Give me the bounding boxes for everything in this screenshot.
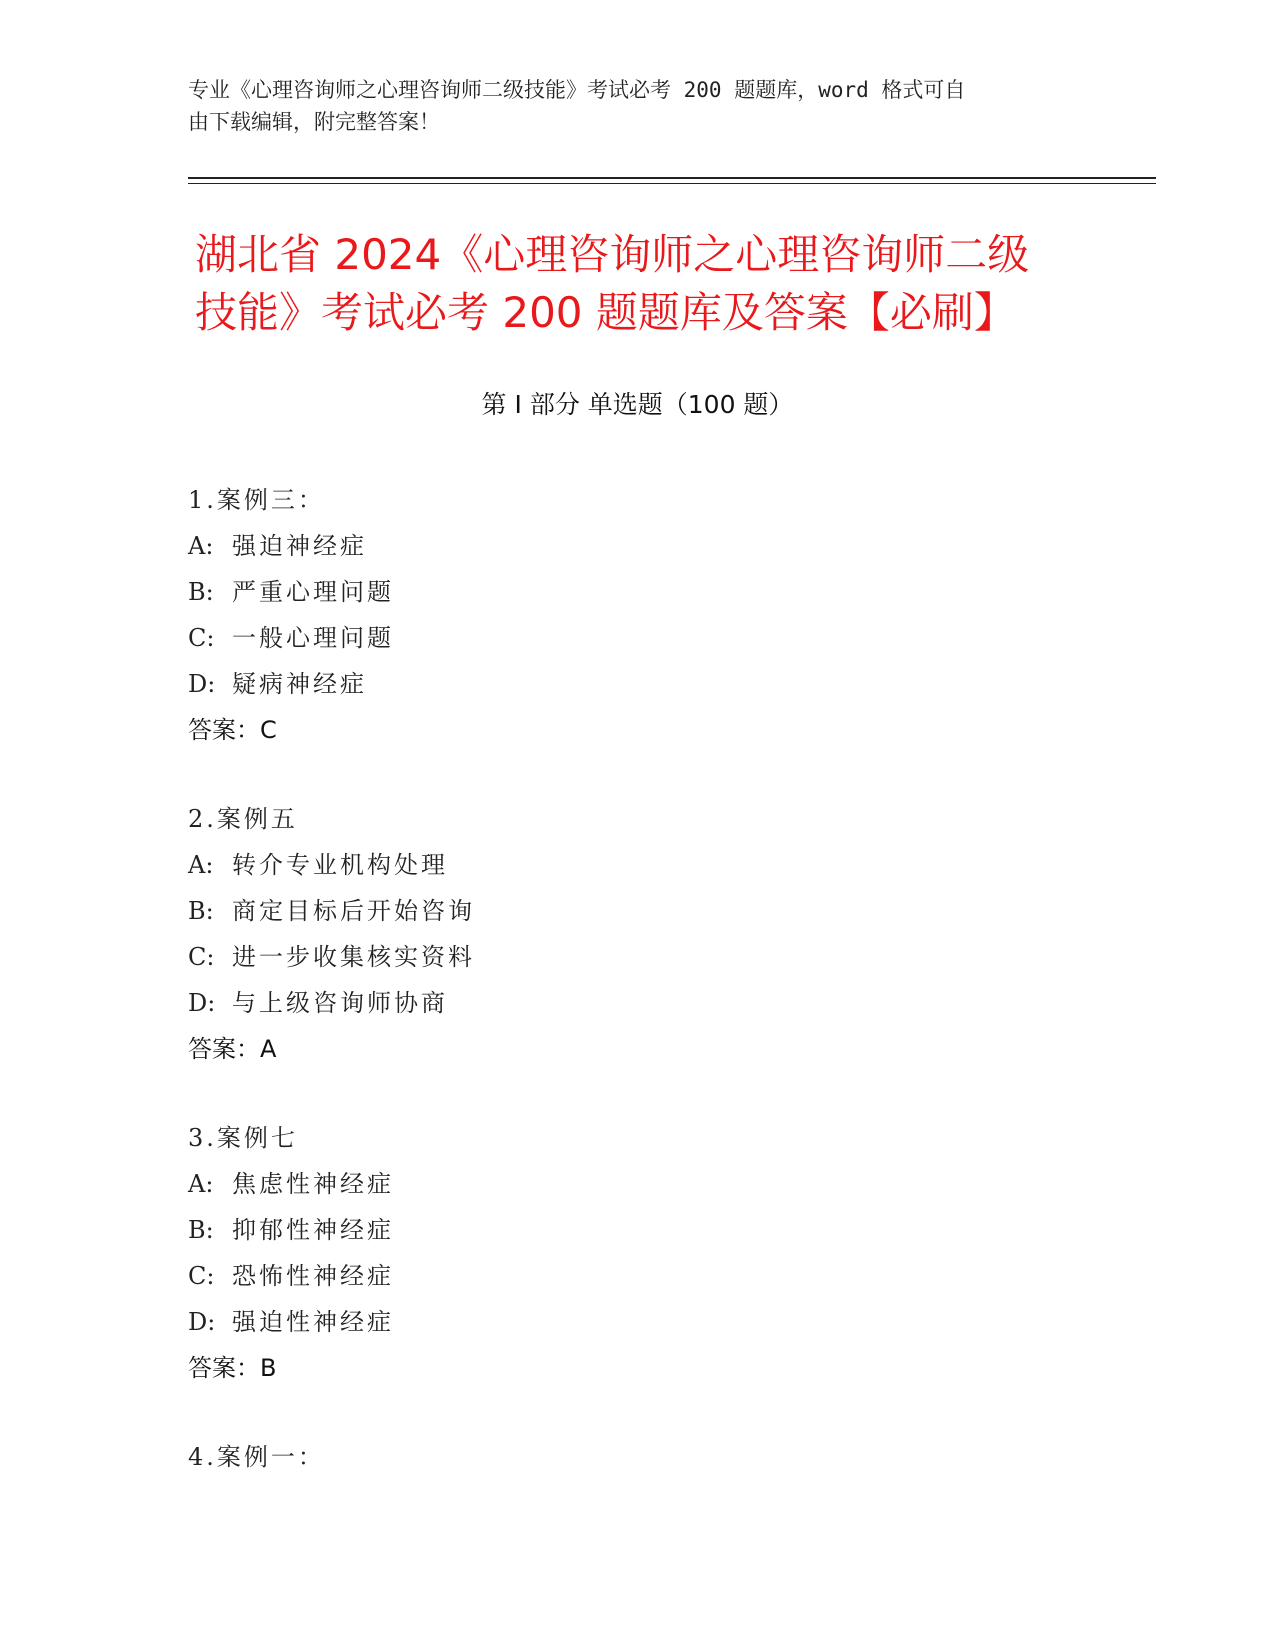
option-text: 商定目标后开始咨询 <box>232 897 475 925</box>
question-stem: 1.案例三： <box>188 486 325 514</box>
option-text: 转介专业机构处理 <box>232 851 448 879</box>
answer: 答案：C <box>188 716 277 744</box>
question-spacer <box>188 753 1088 796</box>
document-title <box>195 226 1095 342</box>
document-title-line-2: 技能》考试必考 200 题题库及答案【必刷】 <box>195 288 1016 337</box>
option-text: 一般心理问题 <box>232 624 394 652</box>
option-b <box>188 1207 1088 1253</box>
option-text: 恐怖性神经症 <box>232 1262 394 1290</box>
option-text: 焦虑性神经症 <box>232 1170 394 1198</box>
option-letter: C: <box>188 624 215 652</box>
option-text: 强迫性神经症 <box>232 1308 394 1336</box>
option-letter: A: <box>188 532 214 560</box>
option-text: 强迫神经症 <box>232 532 367 560</box>
option-text: 进一步收集核实资料 <box>232 943 475 971</box>
question-spacer <box>188 1391 1088 1434</box>
question-3 <box>188 1115 1088 1391</box>
option-b <box>188 888 1088 934</box>
option-c <box>188 934 1088 980</box>
question-2 <box>188 796 1088 1072</box>
question-stem: 2.案例五 <box>188 805 298 833</box>
question-stem: 3.案例七 <box>188 1124 298 1152</box>
option-text: 抑郁性神经症 <box>232 1216 394 1244</box>
question-spacer <box>188 1072 1088 1115</box>
header-divider-thick <box>188 177 1156 179</box>
option-letter: D: <box>188 989 216 1017</box>
option-c <box>188 1253 1088 1299</box>
option-c <box>188 615 1088 661</box>
option-text: 疑病神经症 <box>232 670 367 698</box>
option-d <box>188 661 1088 707</box>
question-list <box>188 477 1088 1480</box>
header-divider-thin <box>188 183 1156 184</box>
option-text: 严重心理问题 <box>232 578 394 606</box>
header-note <box>188 74 1088 138</box>
option-letter: B: <box>188 578 214 606</box>
document-title-line-1: 湖北省 2024《心理咨询师之心理咨询师二级 <box>195 230 1030 279</box>
question-1 <box>188 477 1088 753</box>
header-note-line-1: 专业《心理咨询师之心理咨询师二级技能》考试必考 200 题题库，word 格式可自 <box>188 78 966 102</box>
answer: 答案：B <box>188 1354 277 1382</box>
option-a <box>188 842 1088 888</box>
question-4 <box>188 1434 1088 1480</box>
option-b <box>188 569 1088 615</box>
option-letter: B: <box>188 897 214 925</box>
option-text: 与上级咨询师协商 <box>232 989 448 1017</box>
option-letter: D: <box>188 1308 216 1336</box>
answer: 答案：A <box>188 1035 277 1063</box>
option-letter: B: <box>188 1216 214 1244</box>
option-d <box>188 1299 1088 1345</box>
option-letter: C: <box>188 943 215 971</box>
option-a <box>188 1161 1088 1207</box>
option-letter: D: <box>188 670 216 698</box>
section-heading: 第 I 部分 单选题（100 题） <box>481 390 794 419</box>
question-stem: 4.案例一： <box>188 1443 325 1471</box>
option-letter: C: <box>188 1262 215 1290</box>
option-d <box>188 980 1088 1026</box>
option-a <box>188 523 1088 569</box>
option-letter: A: <box>188 1170 214 1198</box>
header-note-line-2: 由下载编辑，附完整答案！ <box>188 110 440 134</box>
option-letter: A: <box>188 851 214 879</box>
